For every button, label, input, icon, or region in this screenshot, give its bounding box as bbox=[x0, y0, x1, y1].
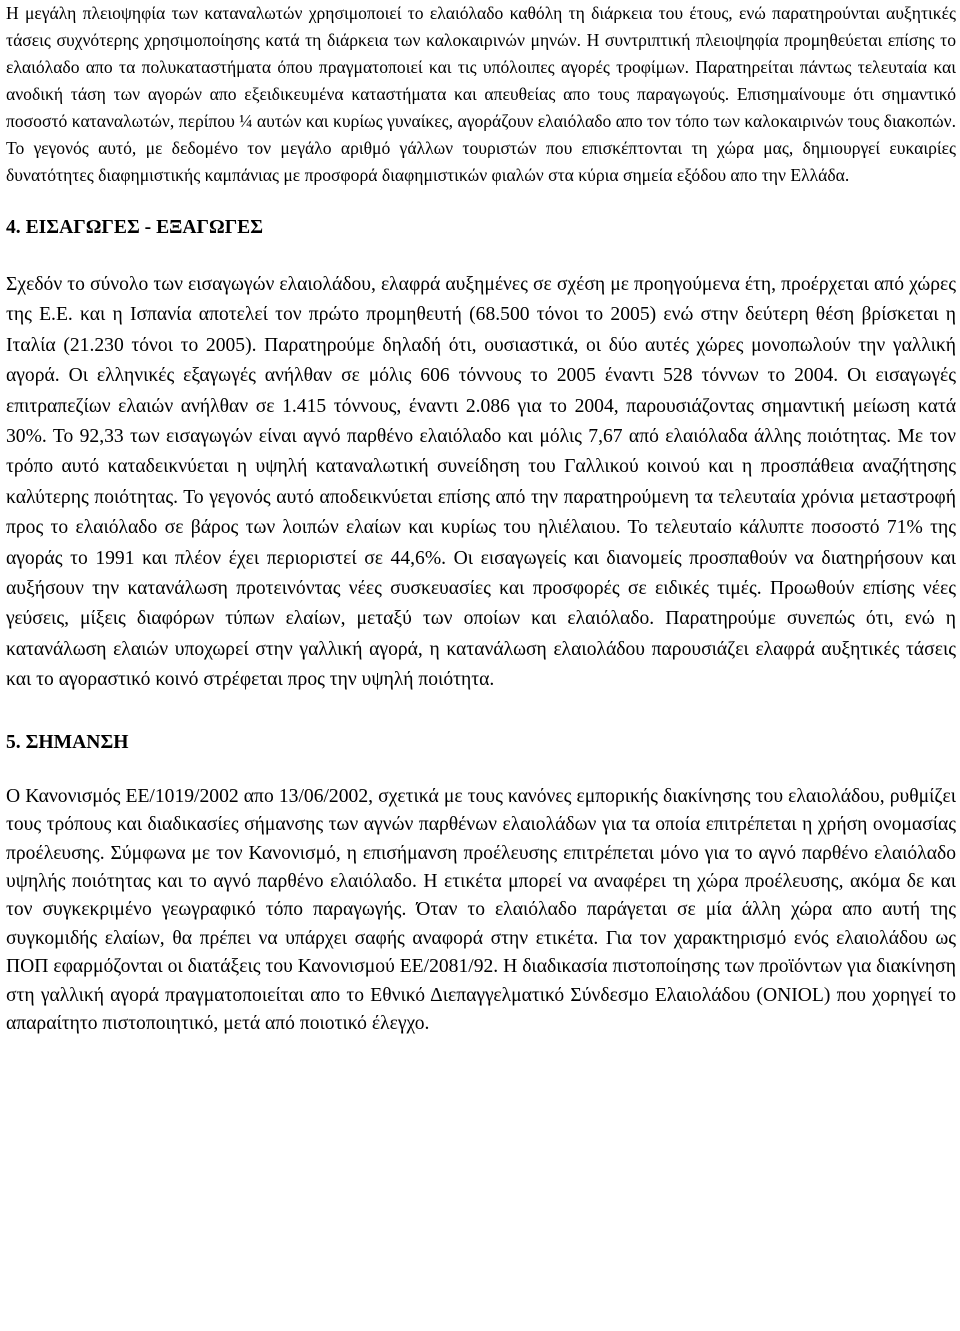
labeling-paragraph: Ο Κανονισμός ΕΕ/1019/2002 απο 13/06/2002, σχετικά με τους κανόνες εμπορικής διακίνησης του ελαιολάδου, ρυθμίζει τους τρόπους και διαδικασίες σήμανσης των αγνών παρθένων ελαιολάδων για τα οποία επιτρέπεται η χρήση ονομασίας προέλευσης. Σύμφωνα με τον Κανονισμό, η επισήμανση προέλευσης επιτρέπεται μόνο για το αγνό παρθένο ελαιόλαδο υψηλής ποιότητας και το αγνό παρθένο ελαιόλαδο. Η ετικέτα μπορεί να αναφέρει τη χώρα προέλευσης, ακόμα δε και τον συγκεκριμένο γεωγραφικό τόπο παραγωγής. Όταν το ελαιόλαδο παράγεται σε μία άλλη χώρα απο αυτή της συγκομιδής ελαίων, θα πρέπει να υπάρχει σαφής αναφορά στην ετικέτα. Για τον χαρακτηρισμό ενός ελαιολάδου ως ΠΟΠ εφαρμόζονται οι διατάξεις του Κανονισμού ΕΕ/2081/92. Η διαδικασία πιστοποίησης των προϊόντων για διακίνηση στη γαλλική αγορά πραγματοποιείται απο το Εθνικό Διεπαγγελματικό Σύνδεσμο Ελαιολάδου (ONIOL) που χορηγεί το απαραίτητο πιστοποιητικό, μετά από ποιοτικό έλεγχο. bbox=[6, 785, 956, 1034]
intro-paragraph: Η μεγάλη πλειοψηφία των καταναλωτών χρησιμοποιεί το ελαιόλαδο καθόλη τη διάρκεια του έτους, ενώ παρατηρούνται αυξητικές τάσεις συχνότερης χρησιμοποίησης κατά τη διάρκεια των καλοκαιρινών μηνών. Η συντριπτική πλειοψηφία προμηθεύεται επίσης το ελαιόλαδο απο τα πολυκαταστήματα όπου πραγματοποιεί και τις υπόλοιπες αγορές τροφίμων. Παρατηρείται πάντως τελευταία και ανοδική τάση των αγορών απο εξειδικευμένα καταστήματα και απευθείας απο τους παραγωγούς. Επισημαίνουμε ότι σημαντικό ποσοστό καταναλωτών, περίπου ¼ αυτών και κυρίως γυναίκες, αγοράζουν ελαιόλαδο απο τον τόπο των καλοκαιρινών τους διακοπών. Το γεγονός αυτό, με δεδομένο τον μεγάλο αριθμό γάλλων τουριστών που επισκέπτονται τη χώρα μας, δημιουργεί ευκαιρίες δυνατότητες διαφημιστικής καμπάνιας με προσφορά διαφημιστικών φιαλών στα κύρια σημεία εξόδου απο την Ελλάδα. bbox=[6, 3, 956, 185]
document-page bbox=[6, 0, 956, 1038]
imports-exports-paragraph: Σχεδόν το σύνολο των εισαγωγών ελαιολάδου, ελαφρά αυξημένες σε σχέση με προηγούμενα έτη, προέρχεται από χώρες της Ε.Ε. και η Ισπανία αποτελεί τον πρώτο προμηθευτή (68.500 τόνοι το 2005) ενώ στην δεύτερη θέση βρίσκεται η Ιταλία (21.230 τόνοι το 2005). Παρατηρούμε δηλαδή ότι, ουσιαστικά, οι δύο αυτές χώρες μονοπωλούν την γαλλική αγορά. Οι ελληνικές εξαγωγές ανήλθαν σε μόλις 606 τόννους το 2005 έναντι 528 τόννων το 2004. Οι εισαγωγές επιτραπεζίων ελαιών ανήλθαν σε 1.415 τόννους, έναντι 2.086 για το 2004, παρουσιάζοντας σημαντική μείωση κατά 30%. Το 92,33 των εισαγωγών είναι αγνό παρθένο ελαιόλαδο και μόλις 7,67 από ελαιόλαδα άλλης ποιότητας. Με τον τρόπο αυτό καταδεικνύεται η υψηλή καταναλωτική συνείδηση του Γαλλικού κοινού και η προσπάθεια αναζήτησης καλύτερης ποιότητας. Το γεγονός αυτό αποδεικνύεται επίσης από την παρατηρούμενη τα τελευταία χρόνια μεταστροφή προς το ελαιόλαδο σε βάρος των λοιπών ελαίων και κυρίως του ηλιέλαιου. Το τελευταίο κάλυπτε ποσοστό 71% της αγοράς το 1991 και πλέον έχει περιοριστεί σε 44,6%. Οι εισαγωγείς και διανομείς προσπαθούν να διατηρήσουν και αυξήσουν την κατανάλωση προτεινόντας νέες συσκευασίες και προσφορές σε ειδικές τιμές. Προωθούν επίσης νέες γεύσεις, μίξεις διαφόρων τύπων ελαίων, μεταξύ των οποίων και ελαιόλαδο. Παρατηρούμε συνεπώς ότι, ενώ η κατανάλωση ελαιών υποχωρεί στην γαλλική αγορά, η κατανάλωση ελαιολάδου παρουσιάζει ελαφρά αυξητικές τάσεις και το αγοραστικό κοινό στρέφεται προς την υψηλή ποιότητα. bbox=[6, 274, 956, 691]
section-heading-imports-exports: 4. ΕΙΣΑΓΩΓΕΣ - ΕΞΑΓΩΓΕΣ bbox=[6, 217, 264, 238]
section-heading-labeling: 5. ΣΗΜΑΝΣΗ bbox=[6, 731, 129, 753]
